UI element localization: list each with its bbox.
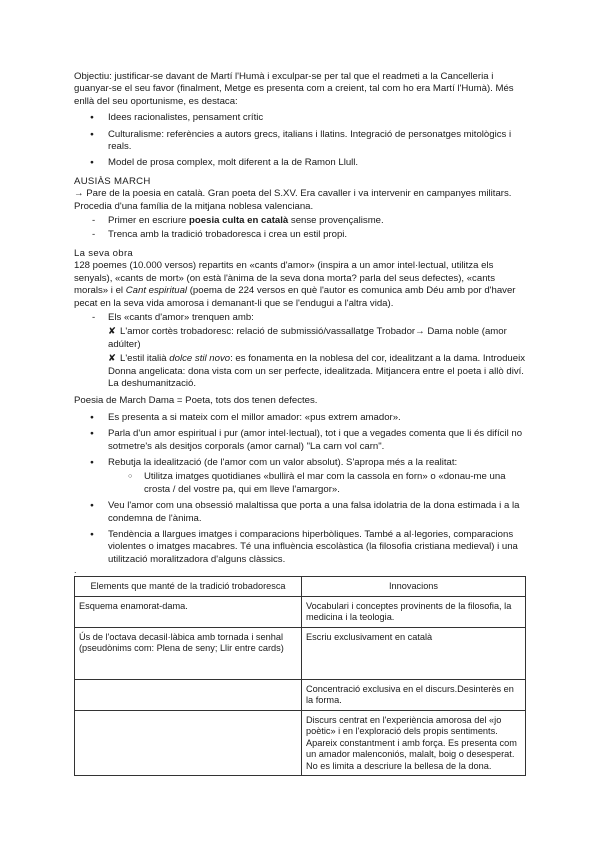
table-cell: Vocabulari i conceptes provinents de la filosofia, la medicina i la teologia. xyxy=(302,596,526,627)
list-item: - Trenca amb la tradició trobadoresca i crea un estil propi. xyxy=(74,229,526,241)
dash-text: sense provençalisme. xyxy=(288,215,384,227)
table-header-row xyxy=(75,577,526,597)
list-item xyxy=(74,457,526,496)
table-row xyxy=(75,627,526,679)
table-cell xyxy=(75,710,302,776)
objectiu-list xyxy=(74,112,526,170)
table-row xyxy=(75,679,526,710)
section-title-obra: La seva obra xyxy=(74,247,134,259)
italic-text: Cant espiritual xyxy=(125,285,188,297)
list-item xyxy=(74,215,526,227)
table-cell: Concentració exclusiva en el discurs.Desinterès en la forma. xyxy=(302,679,526,710)
list-item: ● Idees racionalistes, pensament crític xyxy=(74,112,526,124)
ausias-intro: → Pare de la poesia en català. Gran poeta del S.XV. Era cavaller i va intervenir en campanyes militars. Procedia d'una família de la mitjana noblesa valenciana. xyxy=(74,188,512,212)
document-page xyxy=(74,71,526,776)
cross-text: L'estil italià xyxy=(120,353,170,365)
cross-list xyxy=(74,326,526,390)
obra-paragraph xyxy=(74,260,526,310)
table-cell: Ús de l'octava decasil·làbica amb tornada i senhal (pseudònims com: Plena de seny; Llir entre cards) xyxy=(75,627,302,679)
table-cell: Esquema enamorat-dama. xyxy=(75,596,302,627)
list-item: ● Veu l'amor com una obsessió malaltissa que porta a una falsa idolatria de la dona estimada i a la condemna de l'ànima. xyxy=(74,500,526,525)
list-item: ● Tendència a llargues imatges i comparacions hiperbòliques. També a al·legories, comparacions violentes o imatges macabres. Té una influència escolàstica (la filosofia cristiana medieval) i una utilització moralitzadora d'alguns clàssics. xyxy=(74,529,526,566)
objectiu-paragraph: Objectiu: justificar-se davant de Martí l'Humà i exculpar-se per tal que el readmeti a la Cancelleria i guanyar-se el seu favor (finalment, Metge es presenta com a creient, tal com ho era Martí l'Humà). Més enllà del seu oportunisme, es destaca: xyxy=(74,71,514,107)
list-item: ● Es presenta a si mateix com el millor amador: «pus extrem amador». xyxy=(74,412,526,424)
table-cell xyxy=(75,679,302,710)
obra-dash-list xyxy=(74,312,526,324)
table-row xyxy=(75,710,526,776)
comparison-table xyxy=(74,576,526,776)
bold-text: poesia culta en català xyxy=(189,215,289,227)
list-item: ● Model de prosa complex, molt diferent a la de Ramon Llull. xyxy=(74,157,526,169)
table-row xyxy=(75,596,526,627)
table-header: Innovacions xyxy=(302,577,526,597)
ausias-dash-list xyxy=(74,215,526,242)
cross-item xyxy=(108,326,526,351)
cross-icon: ✘ xyxy=(108,326,117,338)
obra-text: 128 poemes (10.000 versos) repartits en «cants d'amor» (inspira a un amor intel·lectual, utilitza els senyals), «cants de mort» (on està l'ànima de la seva dona morta? parla del seus defectes), «cants morals» i el xyxy=(74,260,495,297)
list-item-text: Rebutja la idealització (de l'amor com un valor absolut). S'apropa més a la realitat: xyxy=(108,456,458,468)
table-cell: Discurs centrat en l'experiència amorosa del «jo poètic» i en l'exploració dels propis sentiments. Apareix constantment i amb força. Es presenta com un amador malenconiós, malalt, boig o desesperat. No es limita a descriure la bellesa de la dona. xyxy=(302,710,526,776)
table-header: Elements que manté de la tradició trobadoresca xyxy=(75,577,302,597)
italic-text: dolce stil novo xyxy=(169,353,231,365)
table-cell: Escriu exclusivament en català xyxy=(302,627,526,679)
list-item: ● Parla d'un amor espiritual i pur (amor intel·lectual), tot i que a vegades comenta que li és difícil no sotmetre's als desitjos corporals (amor carnal) "La carn vol carn". xyxy=(74,428,526,453)
cross-item xyxy=(108,353,526,390)
dash-text: Primer en escriure xyxy=(108,215,190,227)
sub-list-item: ○ Utilitza imatges quotidianes «bullirà el mar com la cassola en forn» o «donau-me una crosta / del vostre pa, qui em lleve l'amargor». xyxy=(108,471,526,496)
cross-icon: ✘ xyxy=(108,353,117,365)
cross-text: : es fonamenta en la noblesa del cor, idealitzant a la dama. Introdueix Donna angelicata: dona vista com un ser perfecte, idealitzada. Mitjancera entre el poeta i allò diví. La deshumanització. xyxy=(108,353,526,389)
separator-dot: . xyxy=(74,565,77,576)
poesia-heading: Poesia de March Dama = Poeta, tots dos tenen defectes. xyxy=(74,395,318,407)
list-item: ● Culturalisme: referències a autors grecs, italians i llatins. Integració de personatges mitològics i reals. xyxy=(74,129,526,154)
cross-text: L'amor cortès trobadoresc: relació de submissió/vassallatge Trobador→ Dama noble (amor adúlter) xyxy=(108,326,507,350)
sub-list xyxy=(108,471,526,496)
list-item: - Els «cants d'amor» trenquen amb: xyxy=(74,312,526,324)
obra-text: (poema de 224 versos en què l'autor es comunica amb Déu amb por d'haver pecat en la seva vida amorosa i demanant-li que se l'endugui a l'altra vida). xyxy=(74,285,516,309)
section-title-ausias: AUSIÀS MARCH xyxy=(74,175,151,187)
poesia-list xyxy=(74,412,526,566)
